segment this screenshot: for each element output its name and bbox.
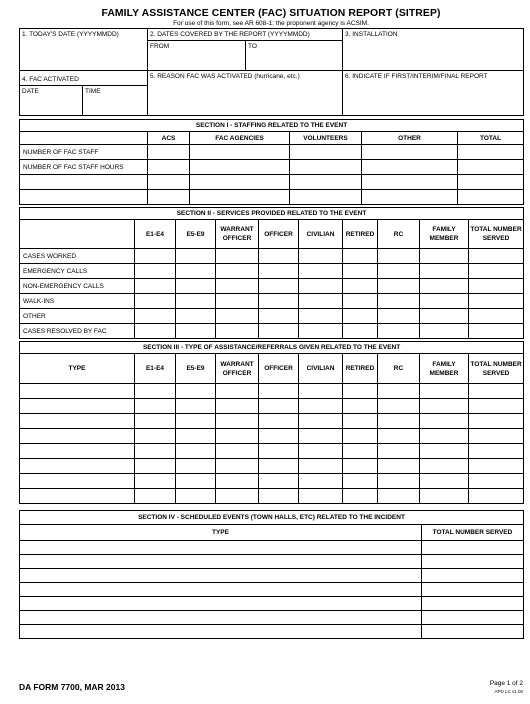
section1-cell[interactable]	[190, 160, 290, 175]
section3-cell[interactable]	[343, 414, 378, 429]
section2-col-header: WARRANT OFFICER	[216, 220, 259, 249]
section4-total-cell[interactable]	[422, 625, 524, 639]
section2-col-header: E5-E9	[176, 220, 216, 249]
section2-cell[interactable]	[343, 279, 378, 294]
section3-cell[interactable]	[259, 399, 299, 414]
section3-cell[interactable]	[216, 399, 259, 414]
section2-cell[interactable]	[135, 279, 176, 294]
section1-cell[interactable]	[190, 145, 290, 160]
section3-cell[interactable]	[20, 489, 135, 504]
section2-cell[interactable]	[299, 264, 343, 279]
section3-col-header: RC	[378, 354, 420, 384]
section3-cell[interactable]	[20, 429, 135, 444]
section4-type-cell[interactable]	[20, 555, 422, 569]
section1-row	[20, 175, 524, 190]
section2-cell[interactable]	[259, 309, 299, 324]
section3-cell[interactable]	[135, 459, 176, 474]
section2-cell[interactable]	[259, 324, 299, 339]
section2-row	[20, 324, 524, 339]
col-volunteers: VOLUNTEERS	[290, 132, 362, 145]
section2-row-label: EMERGENCY CALLS	[20, 264, 135, 279]
section3-cell[interactable]	[378, 444, 420, 459]
section3-cell[interactable]	[259, 474, 299, 489]
section3-cell[interactable]	[378, 384, 420, 399]
section2-cell[interactable]	[420, 324, 469, 339]
section3-col-header: TOTAL NUMBER SERVED	[469, 354, 524, 384]
section3-title: SECTION III - TYPE OF ASSISTANCE/REFERRALS GIVEN RELATED TO THE EVENT	[20, 342, 524, 354]
section2-cell[interactable]	[469, 249, 524, 264]
section1-cell[interactable]	[458, 190, 524, 205]
section1-table	[19, 119, 524, 205]
section3-cell[interactable]	[469, 444, 524, 459]
fac-activated-label: 4. FAC ACTIVATED	[20, 71, 148, 86]
section3-cell[interactable]	[259, 489, 299, 504]
section3-cell[interactable]	[469, 489, 524, 504]
section2-cell[interactable]	[299, 324, 343, 339]
section2-cell[interactable]	[343, 264, 378, 279]
section2-cell[interactable]	[216, 294, 259, 309]
version-label: APD LC v1.00	[494, 689, 523, 694]
section4-total-cell[interactable]	[422, 597, 524, 611]
section1-cell[interactable]	[290, 175, 362, 190]
form-subtitle: For use of this form, see AR 608-1; the proponent agency is ACSIM.	[173, 20, 369, 27]
section1-cell[interactable]	[362, 160, 458, 175]
section2-cell[interactable]	[420, 294, 469, 309]
activated-time-field[interactable]: TIME	[85, 88, 101, 95]
section3-row	[20, 474, 524, 489]
section4-total-cell[interactable]	[422, 611, 524, 625]
section2-title: SECTION II - SERVICES PROVIDED RELATED TO THE EVENT	[20, 208, 524, 220]
section3-cell[interactable]	[343, 459, 378, 474]
section3-table	[19, 341, 524, 504]
section1-row-label	[20, 175, 148, 190]
section2-cell[interactable]	[259, 294, 299, 309]
section2-cell[interactable]	[259, 264, 299, 279]
section3-col-header: E1-E4	[135, 354, 176, 384]
section3-cell[interactable]	[216, 384, 259, 399]
section2-cell[interactable]	[135, 309, 176, 324]
section2-cell[interactable]	[299, 279, 343, 294]
section2-blank-header	[20, 220, 135, 249]
section2-cell[interactable]	[176, 294, 216, 309]
section2-cell[interactable]	[176, 264, 216, 279]
section1-row-label	[20, 190, 148, 205]
section3-cell[interactable]	[20, 444, 135, 459]
report-type-field[interactable]: 6. INDICATE IF FIRST/INTERIM/FINAL REPORT	[343, 71, 524, 116]
section3-row	[20, 429, 524, 444]
col-other: OTHER	[362, 132, 458, 145]
section3-cell[interactable]	[176, 489, 216, 504]
section3-cell[interactable]	[469, 459, 524, 474]
section1-row	[20, 190, 524, 205]
section3-cell[interactable]	[259, 414, 299, 429]
section4-table	[19, 510, 524, 639]
section3-cell[interactable]	[176, 414, 216, 429]
section3-cell[interactable]	[20, 414, 135, 429]
section2-col-header: RETIRED	[343, 220, 378, 249]
section3-cell[interactable]	[299, 459, 343, 474]
section2-cell[interactable]	[216, 324, 259, 339]
section3-cell[interactable]	[378, 414, 420, 429]
section1-cell[interactable]	[290, 145, 362, 160]
section3-cell[interactable]	[420, 489, 469, 504]
section3-cell[interactable]	[299, 414, 343, 429]
section3-col-header: FAMILY MEMBER	[420, 354, 469, 384]
section3-cell[interactable]	[135, 489, 176, 504]
section2-cell[interactable]	[176, 249, 216, 264]
section3-cell[interactable]	[469, 429, 524, 444]
section2-row	[20, 309, 524, 324]
header-fields-table	[19, 28, 524, 116]
section2-cell[interactable]	[469, 279, 524, 294]
section3-cell[interactable]	[420, 459, 469, 474]
section3-col-header: WARRANT OFFICER	[216, 354, 259, 384]
section4-row	[20, 569, 524, 583]
section2-cell[interactable]	[420, 309, 469, 324]
section3-cell[interactable]	[259, 444, 299, 459]
section3-col-header: OFFICER	[259, 354, 299, 384]
section1-cell[interactable]	[190, 190, 290, 205]
section2-cell[interactable]	[216, 309, 259, 324]
section4-total-cell[interactable]	[422, 569, 524, 583]
section3-cell[interactable]	[420, 384, 469, 399]
section3-row	[20, 384, 524, 399]
section3-cell[interactable]	[343, 444, 378, 459]
section2-cell[interactable]	[378, 249, 420, 264]
section3-cell[interactable]	[299, 444, 343, 459]
section2-cell[interactable]	[135, 294, 176, 309]
section3-cell[interactable]	[176, 459, 216, 474]
section3-cell[interactable]	[469, 414, 524, 429]
section2-col-header: RC	[378, 220, 420, 249]
section3-row	[20, 444, 524, 459]
section4-total-cell[interactable]	[422, 555, 524, 569]
section3-cell[interactable]	[378, 459, 420, 474]
section3-cell[interactable]	[420, 444, 469, 459]
page-number: Page 1 of 2	[489, 680, 523, 687]
section3-cell[interactable]	[135, 414, 176, 429]
section2-cell[interactable]	[420, 249, 469, 264]
section4-type-cell[interactable]	[20, 597, 422, 611]
section1-blank-header	[20, 132, 148, 145]
section3-cell[interactable]	[20, 384, 135, 399]
section4-row	[20, 625, 524, 639]
section3-col-header: RETIRED	[343, 354, 378, 384]
section3-type-header: TYPE	[20, 354, 135, 384]
section2-col-header: CIVILIAN	[299, 220, 343, 249]
section2-cell[interactable]	[378, 324, 420, 339]
section2-cell[interactable]	[378, 279, 420, 294]
section3-cell[interactable]	[259, 429, 299, 444]
section2-table	[19, 207, 524, 339]
section3-cell[interactable]	[259, 459, 299, 474]
section3-row	[20, 399, 524, 414]
section2-cell[interactable]	[259, 279, 299, 294]
section3-cell[interactable]	[176, 474, 216, 489]
section1-cell[interactable]	[148, 190, 190, 205]
section1-cell[interactable]	[458, 175, 524, 190]
section2-cell[interactable]	[176, 279, 216, 294]
section3-cell[interactable]	[420, 399, 469, 414]
section2-cell[interactable]	[469, 324, 524, 339]
section2-cell[interactable]	[216, 264, 259, 279]
from-date-field[interactable]: FROM	[148, 41, 246, 71]
section2-row-label: NON-EMERGENCY CALLS	[20, 279, 135, 294]
section2-cell[interactable]	[299, 249, 343, 264]
section3-cell[interactable]	[135, 384, 176, 399]
form-number: DA FORM 7700, MAR 2013	[19, 682, 125, 692]
section2-cell[interactable]	[343, 324, 378, 339]
section2-col-header: E1-E4	[135, 220, 176, 249]
section3-cell[interactable]	[135, 399, 176, 414]
section2-row	[20, 264, 524, 279]
section3-cell[interactable]	[299, 384, 343, 399]
section2-cell[interactable]	[420, 279, 469, 294]
section2-cell[interactable]	[343, 309, 378, 324]
section4-row	[20, 555, 524, 569]
section2-cell[interactable]	[469, 309, 524, 324]
section2-col-header: FAMILY MEMBER	[420, 220, 469, 249]
section2-row	[20, 294, 524, 309]
section2-cell[interactable]	[259, 249, 299, 264]
section1-title: SECTION I - STAFFING RELATED TO THE EVENT	[20, 120, 524, 132]
section2-cell[interactable]	[135, 324, 176, 339]
section3-cell[interactable]	[216, 429, 259, 444]
section2-cell[interactable]	[299, 294, 343, 309]
page-info	[440, 680, 523, 694]
to-date-field[interactable]: TO	[246, 41, 343, 71]
section3-cell[interactable]	[216, 459, 259, 474]
section3-cell[interactable]	[176, 384, 216, 399]
section4-row	[20, 611, 524, 625]
section3-cell[interactable]	[420, 474, 469, 489]
section3-cell[interactable]	[299, 489, 343, 504]
section4-type-cell[interactable]	[20, 625, 422, 639]
section3-cell[interactable]	[216, 489, 259, 504]
section3-cell[interactable]	[216, 444, 259, 459]
section3-row	[20, 489, 524, 504]
installation-field[interactable]: 3. INSTALLATION	[343, 29, 524, 71]
section1-cell[interactable]	[148, 145, 190, 160]
section2-cell[interactable]	[299, 309, 343, 324]
section1-cell[interactable]	[148, 160, 190, 175]
section3-cell[interactable]	[135, 444, 176, 459]
todays-date-field[interactable]: 1. TODAY'S DATE (YYYYMMDD)	[20, 29, 148, 71]
section4-type-cell[interactable]	[20, 583, 422, 597]
section2-cell[interactable]	[469, 264, 524, 279]
section4-type-cell[interactable]	[20, 569, 422, 583]
section2-cell[interactable]	[469, 294, 524, 309]
section1-row-label: NUMBER OF FAC STAFF HOURS	[20, 160, 148, 175]
section1-cell[interactable]	[362, 145, 458, 160]
section3-cell[interactable]	[135, 429, 176, 444]
section3-cell[interactable]	[378, 429, 420, 444]
section3-cell[interactable]	[343, 489, 378, 504]
col-fac-agencies: FAC AGENCIES	[190, 132, 290, 145]
section2-row-label: WALK-INS	[20, 294, 135, 309]
section3-cell[interactable]	[176, 399, 216, 414]
section2-row-label: CASES WORKED	[20, 249, 135, 264]
section2-row-label: OTHER	[20, 309, 135, 324]
section3-cell[interactable]	[420, 414, 469, 429]
section4-total-header: TOTAL NUMBER SERVED	[422, 525, 524, 541]
section4-total-cell[interactable]	[422, 583, 524, 597]
section2-cell[interactable]	[135, 264, 176, 279]
section3-cell[interactable]	[420, 429, 469, 444]
section3-col-header: E5-E9	[176, 354, 216, 384]
section2-cell[interactable]	[176, 324, 216, 339]
section2-cell[interactable]	[378, 264, 420, 279]
section2-col-header: OFFICER	[259, 220, 299, 249]
section2-cell[interactable]	[378, 309, 420, 324]
section4-row	[20, 583, 524, 597]
section3-cell[interactable]	[378, 489, 420, 504]
section3-cell[interactable]	[216, 414, 259, 429]
section1-cell[interactable]	[362, 190, 458, 205]
section2-row-label: CASES RESOLVED BY FAC	[20, 324, 135, 339]
section3-cell[interactable]	[176, 429, 216, 444]
section2-cell[interactable]	[420, 264, 469, 279]
section3-cell[interactable]	[469, 384, 524, 399]
form-sheet	[19, 0, 523, 639]
section1-cell[interactable]	[190, 175, 290, 190]
fac-activated-date-time	[20, 86, 148, 116]
col-total: TOTAL	[458, 132, 524, 145]
dates-covered-label: 2. DATES COVERED BY THE REPORT (YYYYMMDD)	[148, 29, 343, 41]
section4-type-cell[interactable]	[20, 541, 422, 555]
section1-cell[interactable]	[458, 145, 524, 160]
section3-cell[interactable]	[469, 399, 524, 414]
section2-row	[20, 279, 524, 294]
section3-cell[interactable]	[299, 429, 343, 444]
section3-cell[interactable]	[343, 399, 378, 414]
section3-cell[interactable]	[176, 444, 216, 459]
section3-cell[interactable]	[469, 474, 524, 489]
section1-cell[interactable]	[290, 190, 362, 205]
section3-cell[interactable]	[216, 474, 259, 489]
section3-cell[interactable]	[299, 399, 343, 414]
section4-type-cell[interactable]	[20, 611, 422, 625]
section3-row	[20, 459, 524, 474]
section1-cell[interactable]	[148, 175, 190, 190]
section2-cell[interactable]	[378, 294, 420, 309]
section2-col-header: TOTAL NUMBER SERVED	[469, 220, 524, 249]
section2-cell[interactable]	[343, 249, 378, 264]
section3-cell[interactable]	[343, 429, 378, 444]
section2-cell[interactable]	[216, 249, 259, 264]
section3-cell[interactable]	[20, 459, 135, 474]
section3-cell[interactable]	[343, 474, 378, 489]
section3-cell[interactable]	[378, 399, 420, 414]
section3-cell[interactable]	[259, 384, 299, 399]
section4-row	[20, 597, 524, 611]
section3-cell[interactable]	[343, 384, 378, 399]
section3-col-header: CIVILIAN	[299, 354, 343, 384]
section2-cell[interactable]	[176, 309, 216, 324]
section3-cell[interactable]	[20, 399, 135, 414]
section1-cell[interactable]	[362, 175, 458, 190]
section4-type-header: TYPE	[20, 525, 422, 541]
section4-total-cell[interactable]	[422, 541, 524, 555]
section3-cell[interactable]	[135, 474, 176, 489]
section3-cell[interactable]	[20, 474, 135, 489]
section2-row	[20, 249, 524, 264]
section2-cell[interactable]	[343, 294, 378, 309]
section1-row	[20, 160, 524, 175]
section1-cell[interactable]	[458, 160, 524, 175]
form-title: FAMILY ASSISTANCE CENTER (FAC) SITUATION REPORT (SITREP)	[101, 8, 441, 19]
section1-row-label: NUMBER OF FAC STAFF	[20, 145, 148, 160]
activated-date-field[interactable]: DATE	[20, 86, 83, 115]
section4-row	[20, 541, 524, 555]
section3-row	[20, 414, 524, 429]
reason-field[interactable]: 5. REASON FAC WAS ACTIVATED (hurricane, etc.)	[148, 71, 343, 116]
section2-cell[interactable]	[135, 249, 176, 264]
col-acs: ACS	[148, 132, 190, 145]
section1-cell[interactable]	[290, 160, 362, 175]
section2-cell[interactable]	[216, 279, 259, 294]
section3-cell[interactable]	[299, 474, 343, 489]
section1-row	[20, 145, 524, 160]
section4-title: SECTION IV - SCHEDULED EVENTS (TOWN HALLS, ETC) RELATED TO THE INCIDENT	[20, 511, 524, 525]
section3-cell[interactable]	[378, 474, 420, 489]
